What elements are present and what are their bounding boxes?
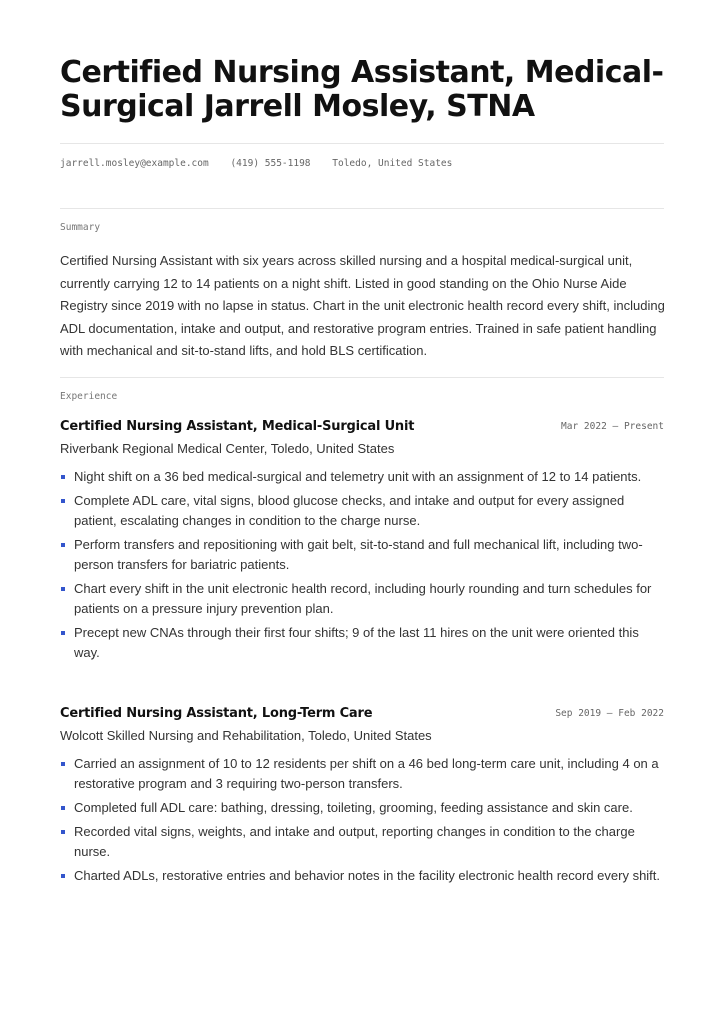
job-bullet-text: Charted ADLs, restorative entries and behavior notes in the facility electronic health record every shift. — [74, 868, 661, 883]
job-bullet-text: Perform transfers and repositioning with gait belt, sit-to-stand and full mechanical lift, including two-person transfers for bariatric patients. — [74, 537, 643, 572]
job-bullet-text: Completed full ADL care: bathing, dressing, toileting, grooming, feeding assistance and skin care. — [74, 800, 633, 815]
bullet-square-icon — [61, 806, 65, 810]
job-bullet — [60, 798, 664, 818]
bullet-square-icon — [61, 475, 65, 479]
job-bullet-text: Carried an assignment of 10 to 12 residents per shift on a 46 bed long-term care unit, including 4 on a restorative program and 3 requiring two-person transfers. — [74, 756, 659, 791]
contact-phone: (419) 555-1198 — [230, 158, 311, 169]
job-bullet — [60, 491, 664, 531]
job-bullet-text: Precept new CNAs through their first four shifts; 9 of the last 11 hires on the unit were oriented this way. — [74, 625, 639, 660]
resume-title: Certified Nursing Assistant, Medical-Surgical Jarrell Mosley, STNA — [60, 55, 664, 124]
job-bullet — [60, 579, 664, 619]
experience-label: Experience — [60, 391, 118, 402]
summary-divider — [60, 208, 664, 209]
job-bullet — [60, 822, 664, 862]
job-bullet — [60, 623, 664, 663]
job-bullet — [60, 535, 664, 575]
contact-location: Toledo, United States — [332, 158, 453, 169]
contact-line — [60, 158, 468, 169]
job-title: Certified Nursing Assistant, Long-Term Care — [60, 706, 373, 721]
job-dates: Sep 2019 — Feb 2022 — [555, 708, 664, 719]
bullet-square-icon — [61, 631, 65, 635]
bullet-square-icon — [61, 543, 65, 547]
experience-item — [60, 418, 664, 667]
job-company: Wolcott Skilled Nursing and Rehabilitation, Toledo, United States — [60, 728, 432, 743]
job-bullet-text: Recorded vital signs, weights, and intake and output, reporting changes in condition to the charge nurse. — [74, 824, 635, 859]
summary-label: Summary — [60, 222, 101, 233]
job-bullet — [60, 866, 664, 886]
job-bullet-text: Chart every shift in the unit electronic health record, including hourly rounding and turn schedules for patients on a pressure injury prevention plan. — [74, 581, 652, 616]
job-bullet-text: Complete ADL care, vital signs, blood glucose checks, and intake and output for every assigned patient, escalating changes in condition to the charge nurse. — [74, 493, 625, 528]
job-bullet-list — [60, 754, 664, 886]
header-divider — [60, 143, 664, 144]
experience-divider — [60, 377, 664, 378]
job-dates: Mar 2022 — Present — [561, 421, 664, 432]
job-bullet-list — [60, 467, 664, 663]
job-company: Riverbank Regional Medical Center, Toledo, United States — [60, 441, 395, 456]
bullet-square-icon — [61, 587, 65, 591]
job-bullet-text: Night shift on a 36 bed medical-surgical and telemetry unit with an assignment of 12 to 14 patients. — [74, 469, 642, 484]
job-bullet — [60, 754, 664, 794]
bullet-square-icon — [61, 762, 65, 766]
experience-item — [60, 705, 664, 890]
bullet-square-icon — [61, 499, 65, 503]
job-bullet — [60, 467, 664, 487]
summary-text: Certified Nursing Assistant with six years across skilled nursing and a hospital medical-surgical unit, currently carrying 12 to 14 patients on a night shift. Listed in good standing on the Ohio Nurse Aide Registry since 2019 with no lapse in status. Chart in the unit electronic health record every shift, including ADL documentation, intake and output, and restorative program entries. Trained in safe patient handling with mechanical and sit-to-stand lifts, and hold BLS certification. — [60, 253, 665, 359]
job-title: Certified Nursing Assistant, Medical-Surgical Unit — [60, 419, 415, 434]
bullet-square-icon — [61, 830, 65, 834]
bullet-square-icon — [61, 874, 65, 878]
contact-email: jarrell.mosley@example.com — [60, 158, 209, 169]
